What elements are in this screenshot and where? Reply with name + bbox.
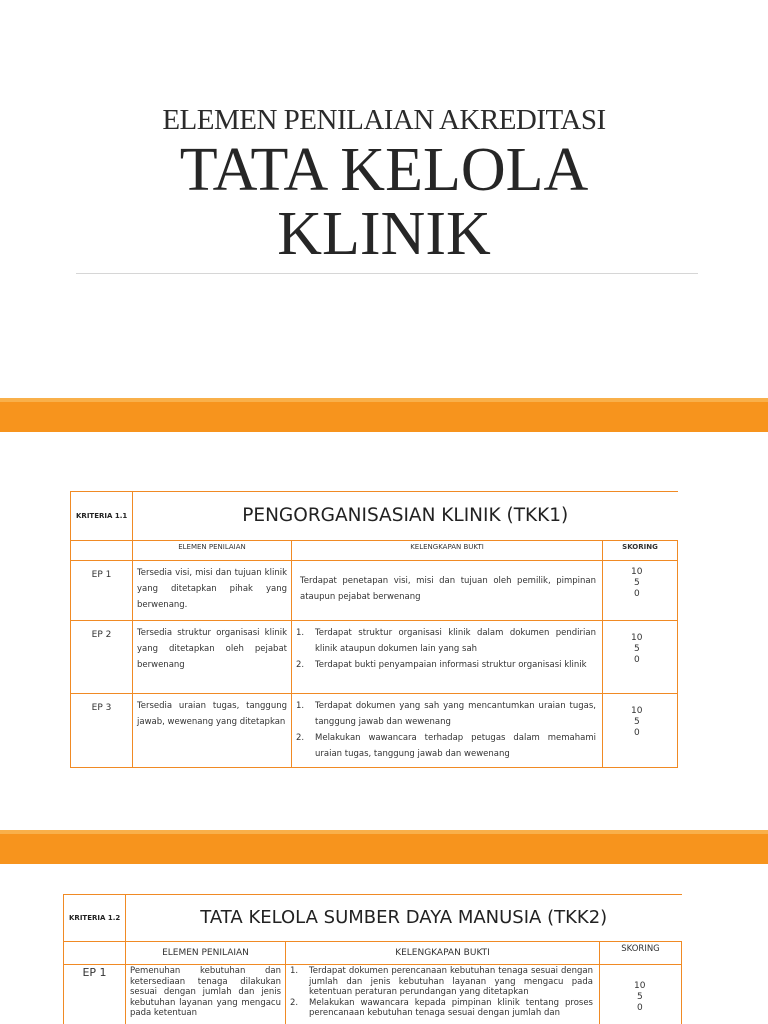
slide-subtitle: ELEMEN PENILAIAN AKREDITASI <box>162 104 606 136</box>
title-slide <box>0 0 768 400</box>
ep-label: EP 1 <box>64 965 126 1024</box>
skor-10: 10 <box>631 633 643 643</box>
col-head-skoring: SKORING <box>600 942 682 965</box>
col-head-skoring: SKORING <box>603 541 678 561</box>
title-line-2: KLINIK <box>277 200 491 268</box>
col-head-elemen: ELEMEN PENILAIAN <box>133 541 292 561</box>
table-row <box>71 561 678 621</box>
skor-10: 10 <box>634 981 646 991</box>
col-head-bukti: KELENGKAPAN BUKTI <box>286 942 600 965</box>
elemen-text: Tersedia visi, misi dan tujuan klinik yang ditetapkan pihak yang berwenang. <box>133 561 292 621</box>
skor-10: 10 <box>631 706 643 716</box>
bukti-item: 2. Melakukan wawancara terhadap petugas dalam memahami uraian tugas, tanggung jawab dan wewenang <box>296 733 596 759</box>
bukti-text: Terdapat penetapan visi, misi dan tujuan oleh pemilik, pimpinan ataupun pejabat berwenang <box>292 561 603 621</box>
table-row <box>64 965 682 1024</box>
skor-10: 10 <box>631 567 643 577</box>
table-row <box>71 694 678 768</box>
col-head-elemen: ELEMEN PENILAIAN <box>126 942 286 965</box>
bukti-item: 2. Melakukan wawancara kepada pimpinan klinik tentang proses perencanaan kebutuhan tenaga sesuai dengan jumlah dan <box>290 997 593 1018</box>
title-line-1: TATA KELOLA <box>179 136 589 204</box>
table-title: TATA KELOLA SUMBER DAYA MANUSIA (TKK2) <box>126 895 682 942</box>
orange-band-1 <box>0 402 768 432</box>
skor-5: 5 <box>637 992 643 1002</box>
ep-label: EP 2 <box>71 621 133 694</box>
bukti-item: 2. Terdapat bukti penyampaian informasi struktur organisasi klinik <box>296 660 587 670</box>
table-tkk1 <box>70 491 678 768</box>
slide-title <box>0 138 768 266</box>
table-title: PENGORGANISASIAN KLINIK (TKK1) <box>133 492 678 541</box>
skor-0: 0 <box>634 728 640 738</box>
skor-5: 5 <box>634 717 640 727</box>
skor-cell <box>603 694 678 768</box>
skor-5: 5 <box>634 578 640 588</box>
ep-label: EP 3 <box>71 694 133 768</box>
blank-head-cell <box>71 541 133 561</box>
skor-5: 5 <box>634 644 640 654</box>
kriteria-label: KRITERIA 1.1 <box>71 492 133 541</box>
title-divider <box>76 273 698 274</box>
bukti-item: 1. Terdapat struktur organisasi klinik dalam dokumen pendirian klinik ataupun dokumen lain yang sah <box>296 628 596 654</box>
skor-0: 0 <box>634 589 640 599</box>
bukti-item: 1. Terdapat dokumen yang sah yang mencantumkan uraian tugas, tanggung jawab dan wewenang <box>296 701 596 727</box>
table-tkk2 <box>63 894 682 1024</box>
bukti-list <box>286 965 600 1024</box>
elemen-text: Tersedia struktur organisasi klinik yang ditetapkan oleh pejabat berwenang <box>133 621 292 694</box>
col-head-bukti: KELENGKAPAN BUKTI <box>292 541 603 561</box>
skor-0: 0 <box>634 655 640 665</box>
bukti-item: 1. Terdapat dokumen perencanaan kebutuhan tenaga sesuai dengan jumlah dan jenis kebutuhan layanan yang mengacu pada ketentuan peraturan perundangan yang ditetapkan <box>290 966 593 997</box>
bukti-list <box>292 621 603 694</box>
table-row <box>71 621 678 694</box>
orange-band-2 <box>0 834 768 864</box>
skor-cell <box>603 621 678 694</box>
blank-head-cell <box>64 942 126 965</box>
ep-label: EP 1 <box>71 561 133 621</box>
elemen-text: Pemenuhan kebutuhan dan ketersediaan tenaga dilakukan sesuai dengan jumlah dan jenis kebutuhan layanan yang mengacu pada ketentuan <box>126 965 286 1024</box>
skor-cell <box>603 561 678 621</box>
bukti-list <box>292 694 603 768</box>
elemen-text: Tersedia uraian tugas, tanggung jawab, wewenang yang ditetapkan <box>133 694 292 768</box>
kriteria-label: KRITERIA 1.2 <box>64 895 126 942</box>
skor-cell <box>600 965 682 1024</box>
skor-0: 0 <box>637 1003 643 1013</box>
